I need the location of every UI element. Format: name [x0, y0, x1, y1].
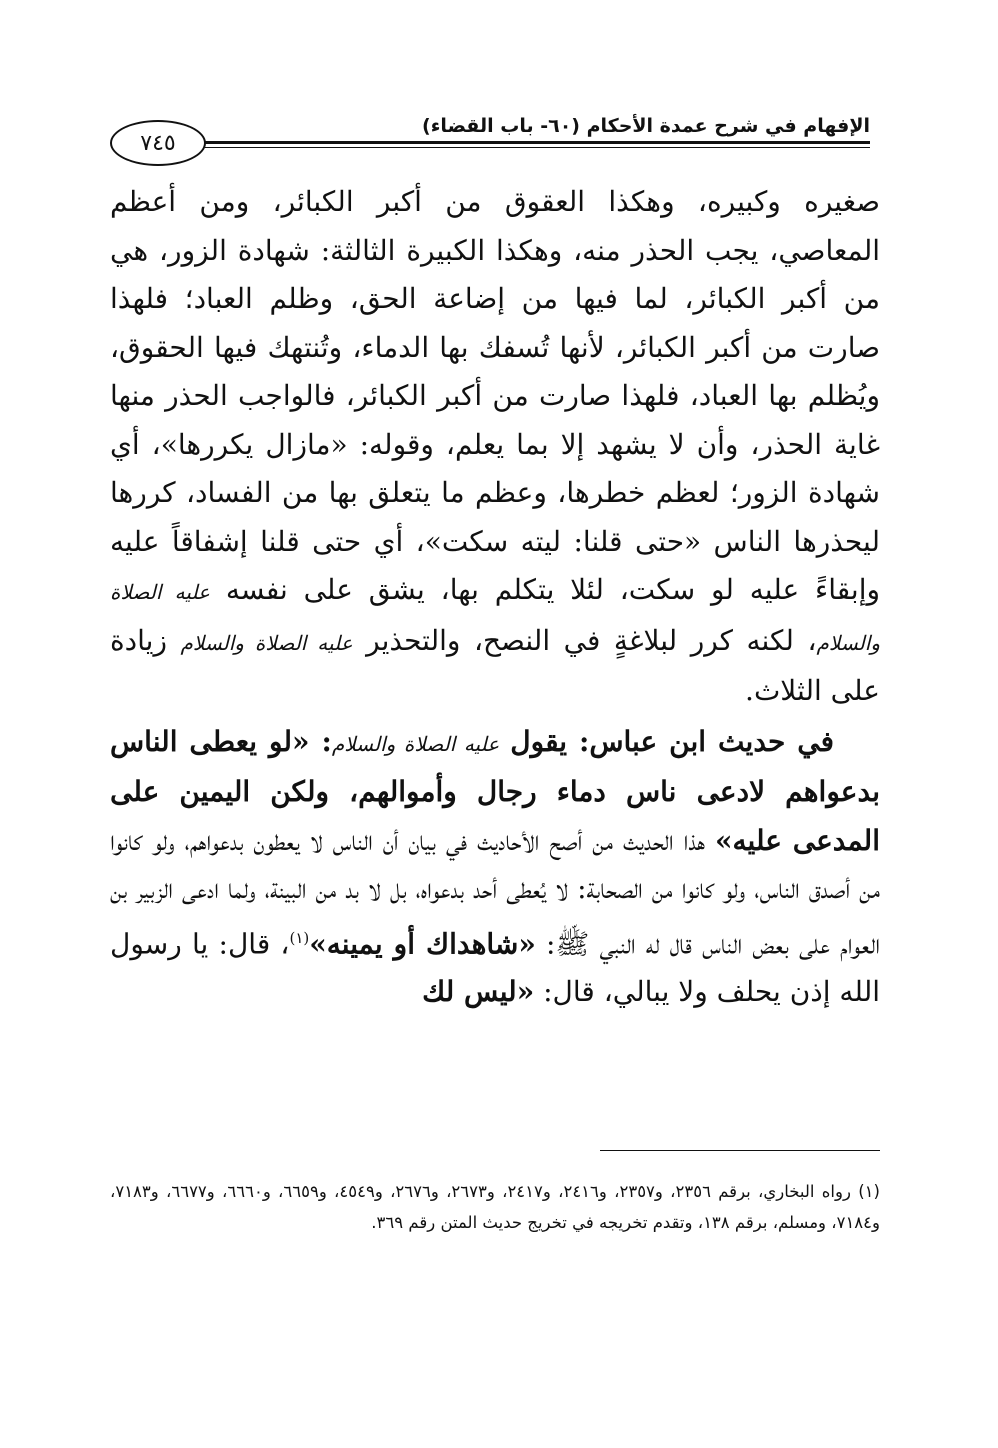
header-rule-thick	[205, 141, 870, 144]
honorific: عليه الصلاة والسلام	[110, 580, 880, 655]
text-run: ، قال: يا رسول الله إذن يحلف ولا يبالي، قال:	[110, 926, 880, 1009]
footnotes	[110, 1176, 880, 1238]
paragraph-1	[110, 178, 880, 716]
text-run: ، لكنه كرر لبلاغةٍ في النصح، والتحذير	[366, 623, 817, 657]
bold-text-run: «ليس لك	[422, 975, 535, 1009]
bold-text-run: «شاهداك أو يمينه»	[309, 926, 536, 960]
bold-text-run: في حديث ابن عباس: يقول	[510, 724, 835, 758]
text-run: هذا الحديث من أصح الأحاديث في بيان أن الناس لا يعطون بدعواهم، ولو كانوا من أصدق الناس، ولو كانوا من الصحابة: لا يُعطى أحد بدعواه، بل لا بد من البينة، ولما ادعى الزبير بن العوام على بعض الناس قال له النبي ﷺ:	[110, 823, 881, 960]
honorific: عليه الصلاة والسلام	[180, 630, 353, 655]
paragraph-2	[110, 718, 880, 1017]
footnote-reference[interactable]: (١)	[289, 928, 310, 947]
running-header-title: الإفهام في شرح عمدة الأحكام (٦٠- باب القضاء)	[422, 115, 870, 137]
text-run: زيادة على الثلاث.	[110, 623, 880, 707]
bold-text-run: : «لو يعطى الناس بدعواهم لادعى ناس دماء رجال وأموالهم، ولكن اليمين على المدعى عليه»	[110, 724, 880, 857]
footnote-1: (١) رواه البخاري، برقم ٢٣٥٦، و٢٣٥٧، و٢٤١٦، و٢٤١٧، و٢٦٧٣، و٢٦٧٦، و٤٥٤٩، و٦٦٥٩، و٦٦٦٠، و٦٦٧٧، و٧١٨٣، و٧١٨٤، ومسلم، برقم ١٣٨، وتقدم تخريجه في تخريج حديث المتن رقم ٣٦٩.	[110, 1182, 880, 1232]
text-run: صغيره وكبيره، وهكذا العقوق من أكبر الكبائر، ومن أعظم المعاصي، يجب الحذر منه، وهكذا الكبيرة الثالثة: شهادة الزور، هي من أكبر الكبائر، لما فيها من إضاعة الحق، وظلم العباد؛ فلهذا صارت من أكبر الكبائر، لأنها تُسفك بها الدماء، وتُنتهك فيها الحقوق، ويُظلم بها العباد، فلهذا صارت من أكبر الكبائر، فالواجب الحذر منها غاية الحذر، وأن لا يشهد إلا بما يعلم، وقوله: «مازال يكررها»، أي شهادة الزور؛ لعظم خطرها، وعظم ما يتعلق بها من الفساد، كررها ليحذرها الناس «حتى قلنا: ليته سكت»، أي حتى قلنا إشفاقاً عليه وإبقاءً عليه لو سكت، لئلا يتكلم بها، يشق على نفسه	[110, 185, 880, 606]
header-rule-thin	[205, 147, 870, 148]
honorific: عليه الصلاة والسلام	[331, 731, 500, 756]
body-text	[110, 178, 880, 1017]
page-number: ٧٤٥	[110, 120, 206, 166]
footnote-separator	[600, 1150, 880, 1151]
